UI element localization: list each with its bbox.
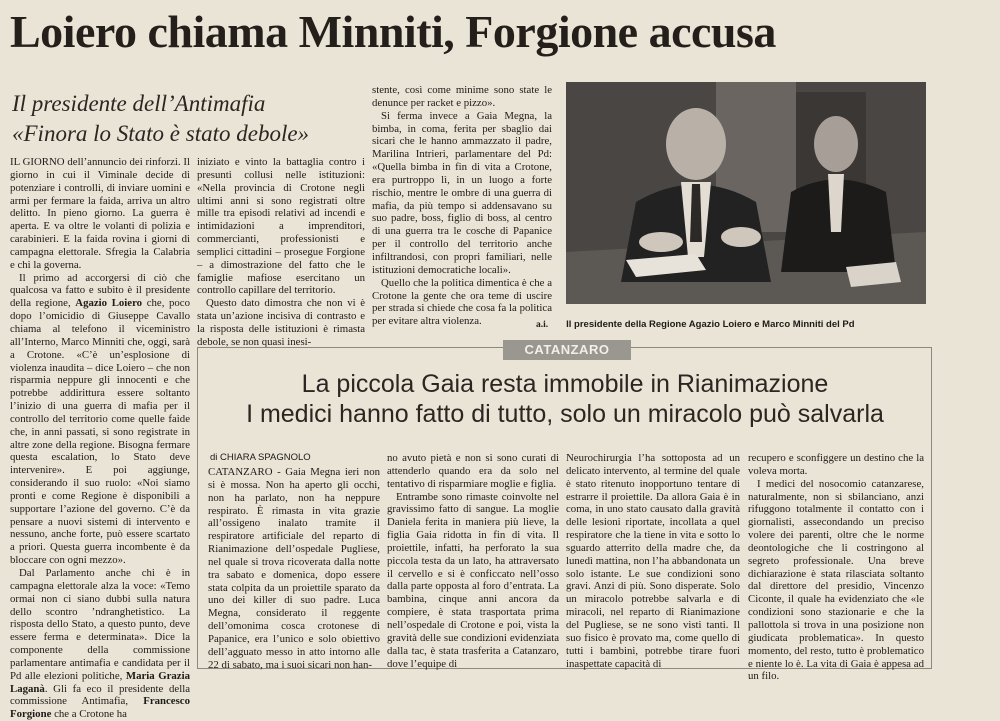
photo-credit: a.i. [536, 320, 549, 330]
article2-headline-line-2: I medici hanno fatto di tutto, solo un miracolo può salvarla [246, 400, 884, 428]
article2-column-1 [208, 466, 380, 671]
paragraph: Questo dato dimostra che non vi è stata un’azione incisiva di contrasto e la risposta delle istituzioni è rimasta debole, se non quasi inesi- [197, 297, 365, 348]
article1-column-3 [372, 84, 552, 336]
section-label: CATANZARO [503, 340, 631, 360]
news-photo [566, 82, 926, 304]
paragraph: Il primo ad accorgersi di ciò che qualcosa va fatto e subito è il presidente della regione, Agazio Loiero che, poco dopo l’omicidio di Giuseppe Cavallo chiama al telefono il viceministro all’Interno, Marco Minniti che, oggi, sarà a Crotone. «C’è un’esplosione di violenza inaudita – dice Loiero – che non risparmia neppure gli innocenti e che potrebbe addirittura essere soltanto l’inizio di una guerra di mafia per il controllo del territorio come quelle faide che, in anni passati, si sono registrate in altre zone della regione. Bisogna fermare questa escalation, lo Stato deve intervenire». E poi aggiunge, considerando il suo ruolo: «Noi siamo pronti e come Regione è disponibili a supportare l’azione del governo. C’è da pensare a nuovi sistemi di intervento e nessuno, anche forte, può essere scartato a priori. Questa guerra incombente è da bloccare con ogni mezzo». [10, 271, 190, 567]
article2-column-2 [387, 452, 559, 670]
paragraph: Si ferma invece a Gaia Megna, la bimba, in coma, ferita per sbaglio dai sicari che le hanno ammazzato il padre, Marilina Intrieri, parlamentare del Pd: «Quella bimba in fin di vita a Crotone, era purtroppo lì, in un luogo a forte rischio, mentre le ombre di una guerra di mafia, da più tempo si addensavano su suo padre, boss, figlio di boss, al centro di una guerra tra le cosche di Papanice per il controllo del territorio anche infiltrandosi, con propri familiari, nelle istituzioni democratiche locali». [372, 109, 552, 276]
person-name: Agazio Loiero [75, 297, 143, 310]
paragraph: recupero e sconfiggere un destino che la voleva morta. [748, 452, 924, 477]
paragraph: iniziato e vinto la battaglia contro i presunti collusi nelle istituzioni: «Nella provincia di Crotone negli ultimi anni si sono registrati oltre mille tra episodi relativi ad incendi e intimidazioni a imprenditori, commercianti, professionisti e semplici cittadini – prosegue Forgione – a dimostrazione del fatto che le famiglie mafiose esercitano un controllo capillare del territorio. [197, 156, 365, 297]
person-name: Francesco Forgione [10, 695, 190, 721]
article1-column-1 [10, 156, 190, 721]
paragraph: Neurochirurgia l’ha sottoposta ad un delicato intervento, al termine del quale è stato ritenuto inopportuno tentare di estrarre il proiettile. Da allora Gaia è in coma, in uno stato causato dalla gravità delle lesioni riportate, incollata a quel respiratore che la tiene in vita e sotto lo sguardo atterrito della madre che, da lunedì mattina, non l’ha abbandonata un solo istante. Le sue condizioni sono gravi. Anzi di più. Sono disperate. Solo un miracolo potrebbe salvarla e di miracoli, nel reparto di Rianimazione del Pugliese, se ne sono visti tanti. Il suo fisico è provato ma, come quello di tutti i bambini, potrebbe tirare fuori inaspettate capacità di [566, 452, 740, 670]
photo-illustration [566, 82, 926, 304]
photo-caption: a.i. Il presidente della Regione Agazio Loiero e Marco Minniti del Pd [536, 319, 855, 330]
article1-column-2 [197, 156, 365, 348]
subheadline-line-2: «Finora lo Stato è stato debole» [12, 121, 310, 146]
byline: di CHIARA SPAGNOLO [210, 452, 311, 463]
main-headline: Loiero chiama Minniti, Forgione accusa [10, 6, 776, 57]
paragraph: stente, così come minime sono state le denunce per racket e pizzo». [372, 84, 552, 109]
paragraph: Dal Parlamento anche chi è in campagna elettorale alza la voce: «Temo ormai non ci siano dubbi sulla natura dello scontro ’ndranghetistico. La risposta dello Stato, a questo punto, deve essere ferma e determinata». Dice la componente della commissione parlamentare antimafia e candidata per il Pd alle elezioni politiche, Maria Grazia Laganà. Gli fa eco il presidente della commissione Antimafia, Francesco Forgione che a Crotone ha [10, 567, 190, 721]
paragraph: I medici del nosocomio catanzarese, naturalmente, non si sbilanciano, anzi rifuggono totalmente il contatto con i giornalisti, assecondando un preciso volere dei parenti, oltre che le norme deontologiche che li costringono al segreto professionale. Una breve dichiarazione è stata rilasciata soltanto dal direttore del presidio, Vincenzo Ciconte, il quale ha evidenziato che «le condizioni sono stazionarie e che la pallottola si trova in una posizione non giudicata problematica». In questo momento, del resto, tutto è problematico e niente lo è. La vita di Gaia è appesa ad un filo. [748, 477, 924, 683]
article2-column-4 [748, 452, 924, 683]
person-name: Maria Grazia Laganà [10, 669, 190, 695]
paragraph: no avuto pietà e non si sono curati di attenderlo quando era da solo nel tentativo di risparmiare moglie e figlia. [387, 452, 559, 490]
article2-column-3 [566, 452, 740, 670]
subheadline-line-1: Il presidente dell’Antimafia [12, 91, 266, 116]
paragraph: Quello che la politica dimentica è che a Crotone la gente che ora teme di uscire per strada si chiede che cosa fa la politica per evitare altra violenza. [372, 276, 552, 328]
paragraph: CATANZARO - Gaia Megna ieri non si è mossa. Non ha aperto gli occhi, non ha parlato, non ha neppure respirato. È rimasta in vita grazie all’ossigeno inalato tramite il respiratore artificiale del reparto di Rianimazione dell’ospedale Pugliese, nel quale si trova ricoverata dalla notte tra sabato e domenica, dopo essere stata colpita da un proiettile sparato da uno dei killer di suo padre. Luca Megna, considerato il reggente dell’omonima cosca crotonese di Papanice, era l’unico e solo obiettivo dell’agguato messo in atto intorno alle 22 di sabato, ma i suoi sicari non han- [208, 466, 380, 671]
paragraph: IL GIORNO dell’annuncio dei rinforzi. Il giorno in cui il Viminale decide di potenziare i controlli, di inviare uomini e armi per fermare la faida, arriva un altro delitto. In pieno giorno. La guerra è aperta. E va oltre le volanti di polizia e carabinieri. E la faida rovina i giorni di campagna elettorale. Sfregia la Calabria e chi la governa. [10, 156, 190, 271]
article2-headline-line-1: La piccola Gaia resta immobile in Rianimazione [301, 370, 829, 398]
paragraph: Entrambe sono rimaste coinvolte nel gravissimo fatto di sangue. La moglie Daniela ferita in maniera più lieve, la figlia Gaia ridotta in fin di vita. Il proiettile, infatti, ha perforato la sua piccola testa da un lato, ha attraversato il cervello e si è conficcato nell’osso dalla parte opposta al foro d’entrata. La bambina, cinque anni ancora da compiere, è stata trasportata prima nell’ospedale di Crotone e poi, vista la gravità delle sue condizioni evidenziata dalla tac, è stata trasferita a Catanzaro, dove l’equipe di [387, 490, 559, 670]
